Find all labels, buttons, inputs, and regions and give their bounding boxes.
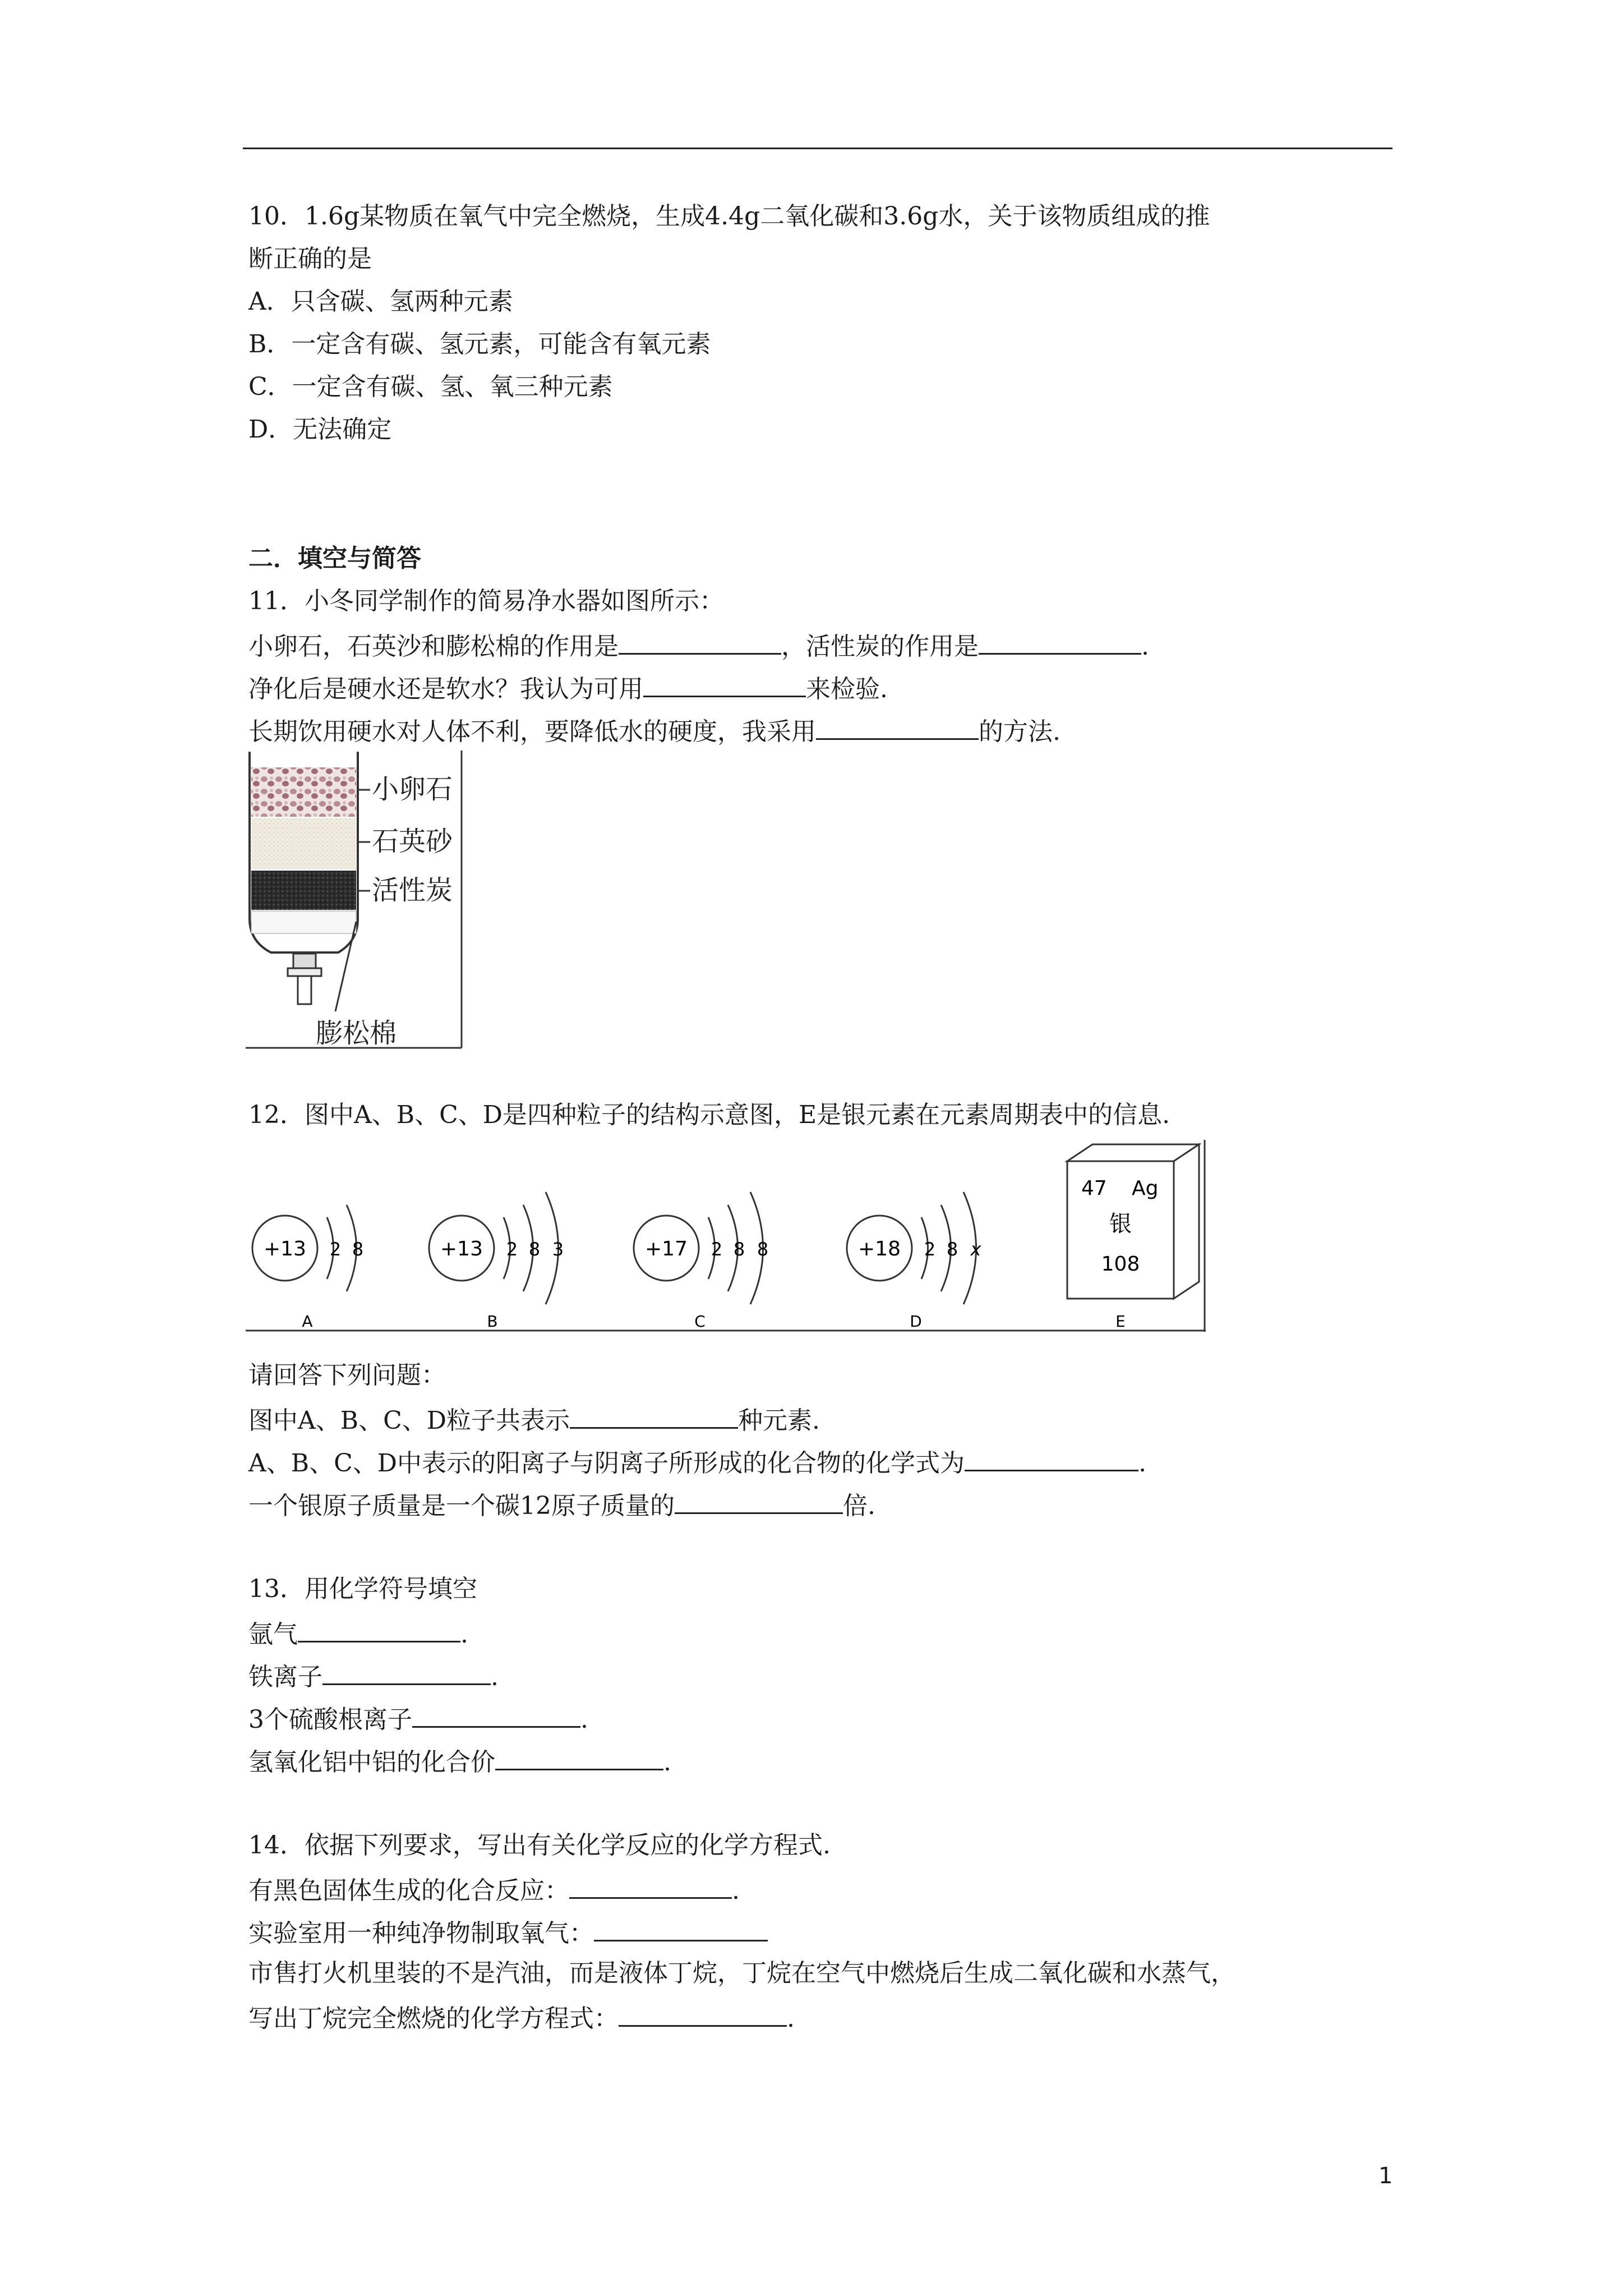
q13-stem: 13．用化学符号填空 — [248, 1575, 477, 1603]
answer-blank[interactable] — [816, 714, 979, 740]
header-rule — [243, 148, 1393, 149]
particle-d — [847, 1192, 982, 1331]
q14-line3: 市售打火机里装的不是汽油，而是液体丁烷，丁烷在空气中燃烧后生成二氧化碳和水蒸气， — [248, 1959, 1235, 1987]
q14-line4-text-a: 写出丁烷完全燃烧的化学方程式： — [248, 2004, 619, 2033]
water-purifier-figure — [246, 751, 470, 1059]
atomic-mass: 108 — [1101, 1253, 1140, 1276]
leader-line — [335, 922, 356, 1011]
q12-line1-text-a: 图中A、B、C、D粒子共表示 — [248, 1406, 570, 1435]
nucleus-charge: +13 — [264, 1237, 306, 1260]
nucleus-charge: +13 — [440, 1237, 483, 1260]
particle-a — [252, 1205, 363, 1331]
outlet-flange — [288, 968, 321, 976]
answer-blank[interactable] — [412, 1701, 580, 1728]
answer-blank[interactable] — [675, 1488, 843, 1514]
q14-line4 — [248, 2000, 795, 2035]
section-title: 二．填空与简答 — [248, 544, 421, 573]
answer-blank[interactable] — [619, 2000, 787, 2027]
shell-electrons: 8 — [352, 1239, 364, 1260]
q13-item-end: . — [491, 1663, 499, 1691]
q13-item-iron-ion — [248, 1659, 499, 1693]
q12-line1-text-b: 种元素. — [738, 1406, 820, 1435]
q11-line2-text-b: 来检验. — [806, 675, 888, 703]
cube-side — [1174, 1144, 1199, 1299]
shell-electrons: 8 — [757, 1239, 769, 1260]
q14-line2 — [248, 1915, 768, 1949]
q11-line3-text-a: 长期饮用硬水对人体不利，要降低水的硬度，我采用 — [248, 717, 816, 746]
q13-item-sulfate — [248, 1701, 588, 1736]
q10-option-b: B．一定含有碳、氢元素，可能含有氧元素 — [248, 330, 711, 358]
nucleus-charge: +17 — [645, 1237, 688, 1260]
particle-label: A — [302, 1312, 313, 1331]
q10-option-d: D．无法确定 — [248, 415, 392, 444]
answer-blank[interactable] — [569, 1872, 732, 1899]
q13-item-text: 氩气 — [248, 1620, 298, 1649]
q12-line3-text-a: 一个银原子质量是一个碳12原子质量的 — [248, 1492, 675, 1520]
nucleus-charge: +18 — [858, 1237, 901, 1260]
shell-electrons: 2 — [711, 1239, 723, 1260]
cotton-layer — [251, 911, 356, 933]
answer-blank[interactable] — [570, 1402, 738, 1429]
shell-electrons: 8 — [528, 1239, 541, 1260]
q10-option-a: A．只含碳、氢两种元素 — [248, 287, 513, 316]
q10-option-c: C．一定含有碳、氢、氧三种元素 — [248, 372, 613, 401]
shell-electrons: 8 — [946, 1239, 958, 1260]
answer-blank[interactable] — [965, 1445, 1138, 1471]
shell-electrons: 2 — [329, 1239, 342, 1260]
pebble-layer — [251, 767, 356, 817]
particle-label: B — [487, 1312, 498, 1331]
q11-line3-text-b: 的方法. — [979, 717, 1061, 746]
page-number: 1 — [1378, 2163, 1393, 2189]
q12-prompt: 请回答下列问题： — [248, 1361, 446, 1389]
label-pebbles: 小卵石 — [372, 774, 453, 805]
element-symbol: Ag — [1132, 1177, 1159, 1200]
shell-electrons: 3 — [552, 1239, 564, 1260]
q12-line3 — [248, 1488, 875, 1522]
q14-line4-text-b: . — [787, 2004, 795, 2033]
outlet-valve — [293, 954, 316, 968]
label-sand: 石英砂 — [372, 826, 453, 857]
q12-line3-text-b: 倍. — [843, 1492, 875, 1520]
q12-line2-text-b: . — [1138, 1449, 1147, 1478]
particle-label: C — [694, 1312, 706, 1331]
q14-line2-text-a: 实验室用一种纯净物制取氧气： — [248, 1919, 594, 1948]
q11-line1-text-c: . — [1141, 632, 1149, 661]
element-name: 银 — [1109, 1211, 1132, 1237]
q11-stem: 11．小冬同学制作的简易净水器如图所示： — [248, 587, 724, 615]
q14-line1-text-a: 有黑色固体生成的化合反应： — [248, 1876, 569, 1905]
q11-line1-text-a: 小卵石，石英沙和膨松棉的作用是 — [248, 632, 619, 661]
answer-blank[interactable] — [322, 1659, 491, 1685]
particle-b — [429, 1192, 564, 1331]
q12-stem: 12．图中A、B、C、D是四种粒子的结构示意图，E是银元素在元素周期表中的信息. — [248, 1101, 1170, 1129]
sand-layer — [251, 818, 356, 869]
q13-item-text: 氢氧化铝中铝的化合价 — [248, 1748, 495, 1777]
shell-electrons: 8 — [733, 1239, 745, 1260]
q13-item-end: . — [460, 1620, 468, 1649]
particle-structure-figure — [246, 1139, 1210, 1341]
q11-line1-text-b: ，活性炭的作用是 — [781, 632, 979, 661]
q13-item-text: 铁离子 — [248, 1663, 322, 1691]
shell-electrons: 2 — [924, 1239, 936, 1260]
label-carbon: 活性炭 — [372, 875, 453, 906]
label-cotton: 膨松棉 — [316, 1018, 397, 1049]
q14-line1-text-b: . — [732, 1876, 740, 1905]
q12-line2 — [248, 1445, 1146, 1479]
q13-item-end: . — [580, 1705, 588, 1734]
particle-c — [634, 1192, 768, 1331]
q11-line2 — [248, 671, 888, 705]
atomic-number: 47 — [1081, 1177, 1107, 1200]
q14-stem: 14．依据下列要求，写出有关化学反应的化学方程式. — [248, 1831, 831, 1860]
q10-stem-line2: 断正确的是 — [248, 245, 372, 273]
q10-stem-line1: 10．1.6g某物质在氧气中完全燃烧，生成4.4g二氧化碳和3.6g水，关于该物质组成的推 — [248, 202, 1210, 231]
q13-item-argon — [248, 1616, 468, 1650]
answer-blank[interactable] — [594, 1915, 768, 1941]
q11-line3 — [248, 714, 1061, 748]
answer-blank[interactable] — [979, 628, 1141, 655]
outlet-pipe — [298, 976, 311, 1004]
q13-item-valence — [248, 1744, 671, 1778]
q13-item-text: 3个硫酸根离子 — [248, 1705, 412, 1734]
q13-item-end: . — [663, 1748, 671, 1777]
particle-label: D — [910, 1312, 922, 1331]
q12-line1 — [248, 1402, 820, 1437]
q12-line2-text-a: A、B、C、D中表示的阳离子与阴离子所形成的化合物的化学式为 — [248, 1449, 965, 1478]
particle-label: E — [1115, 1312, 1126, 1331]
shell-electrons: 2 — [506, 1239, 518, 1260]
answer-blank[interactable] — [619, 628, 781, 655]
answer-blank[interactable] — [495, 1744, 663, 1770]
carbon-layer — [251, 871, 356, 910]
element-card-silver — [1067, 1144, 1199, 1331]
q11-line1 — [248, 628, 1149, 662]
answer-blank[interactable] — [643, 671, 806, 697]
q11-line2-text-a: 净化后是硬水还是软水？我认为可用 — [248, 675, 643, 703]
shell-electrons: x — [970, 1239, 981, 1260]
q14-line1 — [248, 1872, 740, 1907]
answer-blank[interactable] — [298, 1616, 460, 1642]
